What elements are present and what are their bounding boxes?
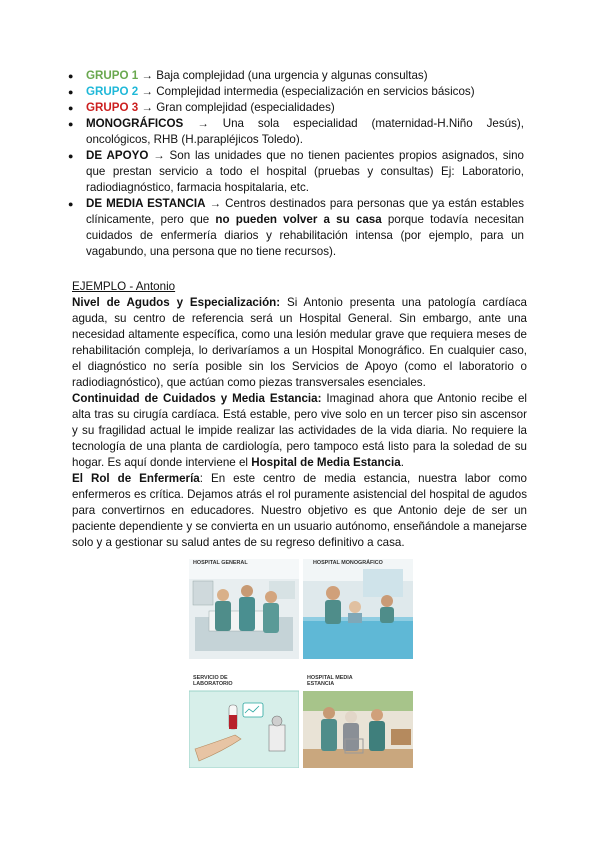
caption-hospital-general: HOSPITAL GENERAL: [193, 560, 248, 566]
hospital-types-list: [86, 68, 524, 260]
example-section: [72, 279, 527, 551]
arrow: →: [141, 101, 154, 114]
list-item: [86, 84, 524, 100]
example-title: EJEMPLO - Antonio: [72, 280, 176, 293]
arrow: →: [153, 149, 165, 162]
paragraph-text: Imaginad ahora que Antonio recibe el alta tras su cirugía cardíaca. Está estable, pero vive solo en un tercer piso sin ascensor y su fragilidad actual le impide realizar las actividades de la vida diaria. No requiere la tecnología de una planta de cardiología, pero tampoco está listo para la soledad de su hogar. Es aquí donde interviene el: [72, 392, 527, 469]
paragraph-rol: [72, 471, 527, 551]
arrow: →: [209, 197, 222, 210]
paragraph-heading: Nivel de Agudos y Especialización:: [72, 296, 281, 309]
paragraph-text: : En este centro de media estancia, nuestra labor como enfermeros es crítica. Dejamos atrás el rol puramente asistencial del hospital de agudos para convertirnos en educadores. Nuestro objetivo es que Antonio deje de ser un paciente dependiente y se convierta en un usuario autónomo, enseñándole a manejarse solo y a gestionar su salud antes de su regreso definitivo a casa.: [72, 472, 527, 549]
panel-servicio-laboratorio: [189, 665, 299, 768]
item-label: DE MEDIA ESTANCIA: [86, 197, 206, 210]
item-text: Complejidad intermedia (especialización en servicios básicos): [156, 85, 475, 98]
paragraph-heading: Continuidad de Cuidados y Media Estancia:: [72, 392, 322, 405]
caption-hospital-monografico: HOSPITAL MONOGRÁFICO: [313, 560, 383, 566]
list-item: [86, 116, 524, 148]
item-text: Centros destinados para personas que ya están estables clínicamente, pero que: [86, 197, 524, 226]
paragraph-end: .: [400, 456, 404, 469]
item-text-end: porque todavía necesitan cuidados de enfermería diarios y rehabilitación intensa (por ejemplo, para un vagabundo, una persona que no tiene recursos).: [86, 213, 524, 258]
hospital-monografico-image: [303, 559, 413, 659]
hospital-types-illustration: [185, 557, 418, 770]
caption-hospital-media-estancia: HOSPITAL MEDIA ESTANCIA: [307, 675, 353, 687]
caption-servicio-laboratorio: SERVICIO DE LABORATORIO: [193, 675, 233, 687]
item-label: MONOGRÁFICOS: [86, 117, 184, 130]
paragraph-agudos: [72, 295, 527, 391]
list-item: [86, 196, 524, 260]
panel-hospital-general: [189, 559, 299, 659]
panel-hospital-media-estancia: [303, 665, 413, 768]
item-text: Gran complejidad (especialidades): [156, 101, 335, 114]
list-item: [86, 148, 524, 196]
item-label: DE APOYO: [86, 149, 149, 162]
item-emphasis: no pueden volver a su casa: [215, 213, 382, 226]
group-label: GRUPO 2: [86, 85, 139, 98]
item-text: Baja complejidad (una urgencia y algunas consultas): [156, 69, 428, 82]
paragraph-text: Si Antonio presenta una patología cardíaca aguda, su centro de referencia será un Hospital General. Sin embargo, ante una necesidad altamente específica, como una lesión medular grave que requiera meses de rehabilitación compleja, lo derivaríamos a un Hospital Monográfico. En cualquier caso, el diagnóstico no sería posible sin los Servicios de Apoyo (como el laboratorio o radiodiagnóstico), que actúan como piezas transversales esenciales.: [72, 296, 528, 389]
paragraph-heading: El Rol de Enfermería: [72, 472, 200, 485]
paragraph-continuidad: [72, 391, 527, 471]
list-item: [86, 100, 524, 116]
panel-hospital-monografico: [303, 559, 413, 659]
group-label: GRUPO 1: [86, 69, 139, 82]
arrow: →: [141, 69, 154, 82]
hospital-general-image: [189, 559, 299, 659]
item-text: Una sola especialidad (maternidad-H.Niño Jesús), oncológicos, RHB (H.parapléjicos Toledo).: [86, 117, 524, 146]
arrow: →: [141, 85, 154, 98]
item-text: Son las unidades que no tienen pacientes propios asignados, sino que prestan servicio a todo el hospital (pruebas y consultas) Ej: Laboratorio, radiodiagnóstico, farmacia hospitalaria, etc.: [86, 149, 524, 194]
arrow: →: [197, 117, 209, 130]
group-label: GRUPO 3: [86, 101, 139, 114]
paragraph-emphasis: Hospital de Media Estancia: [251, 456, 401, 469]
list-item: [86, 68, 524, 84]
